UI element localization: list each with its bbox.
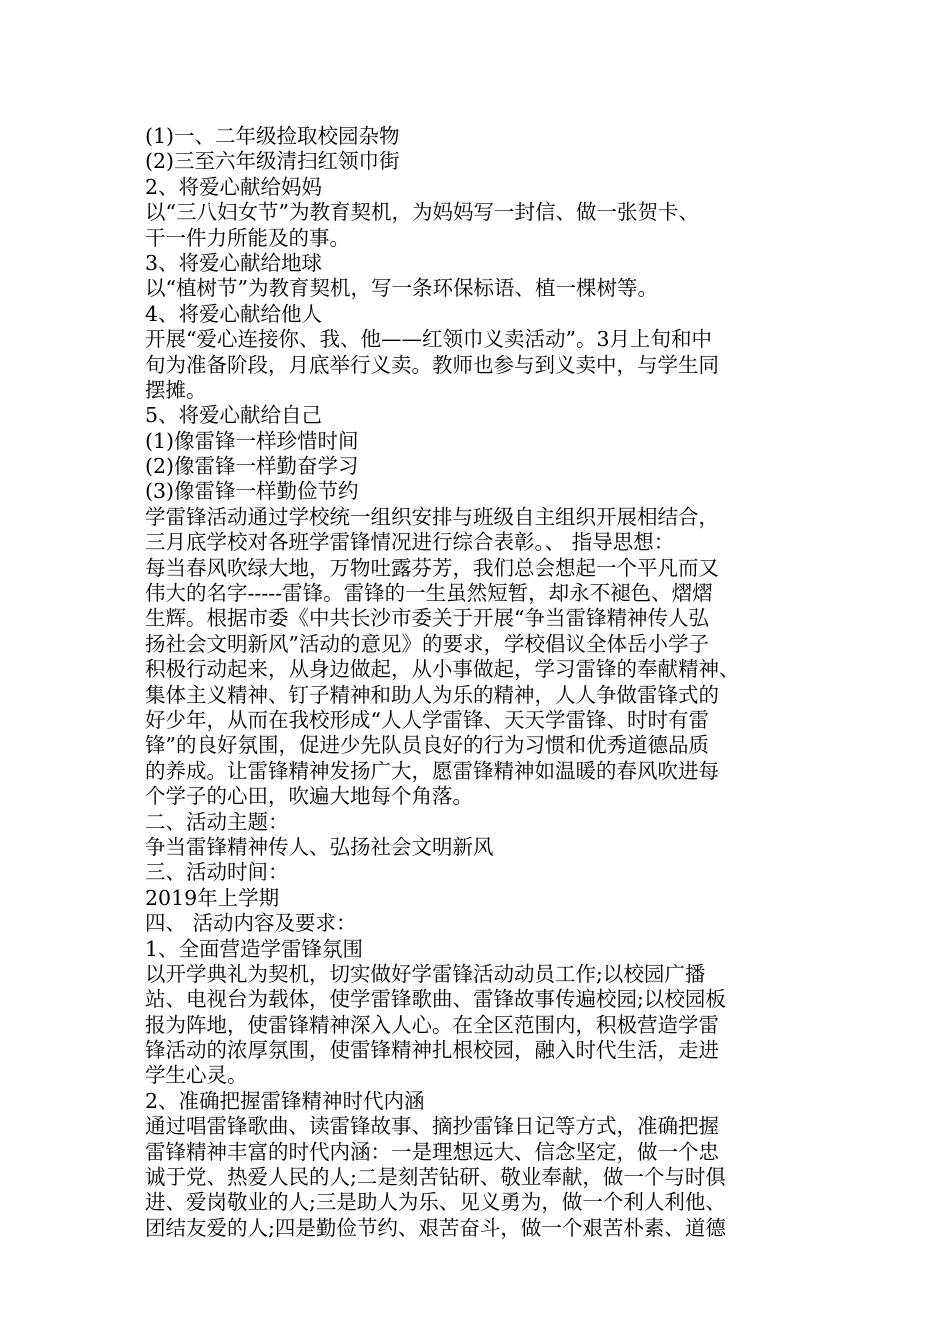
section-heading: 1、全面营造学雷锋氛围 [145,936,364,961]
text-line: 报为阵地，使雷锋精神深入人心。在全区范围内，积极营造学雷 [145,1012,719,1037]
text-line: 干一件力所能及的事。 [145,225,350,250]
text-line: (2)像雷锋一样勤奋学习 [145,454,359,479]
text-line: 积极行动起来，从身边做起，从小事做起，学习雷锋的奉献精神、 [145,657,740,682]
text-line: 以“三八妇女节”为教育契机，为妈妈写一封信、做一张贺卡、 [145,200,699,225]
text-line: (1)一、二年级捡取校园杂物 [145,124,400,148]
text-line: 锋活动的浓厚氛围，使雷锋精神扎根校园，融入时代生活，走进 [145,1038,719,1063]
document-body [145,124,815,1241]
text-line: 2019年上学期 [145,885,280,910]
text-line: 学雷锋活动通过学校统一组织安排与班级自主组织开展相结合， [145,504,719,529]
text-line: (2)三至六年级清扫红领巾街 [145,149,400,174]
section-heading: 2、将爱心献给妈妈 [145,174,323,199]
text-line: (3)像雷锋一样勤俭节约 [145,479,359,504]
text-line: (1)像雷锋一样珍惜时间 [145,428,359,453]
text-line: 的养成。让雷锋精神发扬广大，愿雷锋精神如温暖的春风吹进每 [145,758,719,783]
text-line: 进、爱岗敬业的人;三是助人为乐、见义勇为，做一个利人利他、 [145,1190,726,1215]
text-line: 团结友爱的人;四是勤俭节约、艰苦奋斗，做一个艰苦朴素、道德 [145,1215,726,1240]
text-line: 伟大的名字-----雷锋。雷锋的一生虽然短暂，却永不褪色、熠熠 [145,581,713,606]
section-heading: 5、将爱心献给自己 [145,403,323,428]
section-heading: 2、准确把握雷锋精神时代内涵 [145,1088,425,1113]
text-line: 通过唱雷锋歌曲、读雷锋故事、摘抄雷锋日记等方式，准确把握 [145,1114,719,1139]
text-line: 雷锋精神丰富的时代内涵：一是理想远大、信念坚定，做一个忠 [145,1139,719,1164]
text-line: 开展“爱心连接你、我、他——红领巾义卖活动”。3月上旬和中 [145,327,713,352]
text-line: 争当雷锋精神传人、弘扬社会文明新风 [145,834,494,859]
text-line: 个学子的心田，吹遍大地每个角落。 [145,784,473,809]
text-line: 站、电视台为载体，使学雷锋歌曲、雷锋故事传遍校园;以校园板 [145,987,726,1012]
section-heading: 3、将爱心献给地球 [145,250,323,275]
section-heading: 四、 活动内容及要求： [145,911,357,936]
text-line: 好少年，从而在我校形成“人人学雷锋、天天学雷锋、时时有雷 [145,707,709,732]
section-heading: 三、活动时间： [145,860,289,885]
text-line: 学生心灵。 [145,1063,248,1088]
text-line: 摆摊。 [145,377,207,402]
text-line: 锋”的良好氛围，促进少先队员良好的行为习惯和优秀道德品质 [145,733,709,758]
text-line: 旬为准备阶段，月底举行义卖。教师也参与到义卖中，与学生同 [145,352,719,377]
text-line: 以开学典礼为契机，切实做好学雷锋活动动员工作;以校园广播 [145,961,706,986]
section-heading: 二、活动主题： [145,809,289,834]
text-line: 扬社会文明新风”活动的意见》的要求，学校倡议全体岳小学子 [145,631,709,656]
section-heading: 4、将爱心献给他人 [145,301,323,326]
text-line: 以“植树节”为教育契机，写一条环保标语、植一棵树等。 [145,276,658,301]
text-line: 诚于党、热爱人民的人;二是刻苦钻研、敬业奉献，做一个与时俱 [145,1165,726,1190]
text-line: 三月底学校对各班学雷锋情况进行综合表彰。、 指导思想： [145,530,675,555]
text-line: 每当春风吹绿大地，万物吐露芬芳，我们总会想起一个平凡而又 [145,555,719,580]
text-line: 集体主义精神、钉子精神和助人为乐的精神，人人争做雷锋式的 [145,682,719,707]
text-line: 生辉。根据市委《中共长沙市委关于开展“争当雷锋精神传人弘 [145,606,709,631]
